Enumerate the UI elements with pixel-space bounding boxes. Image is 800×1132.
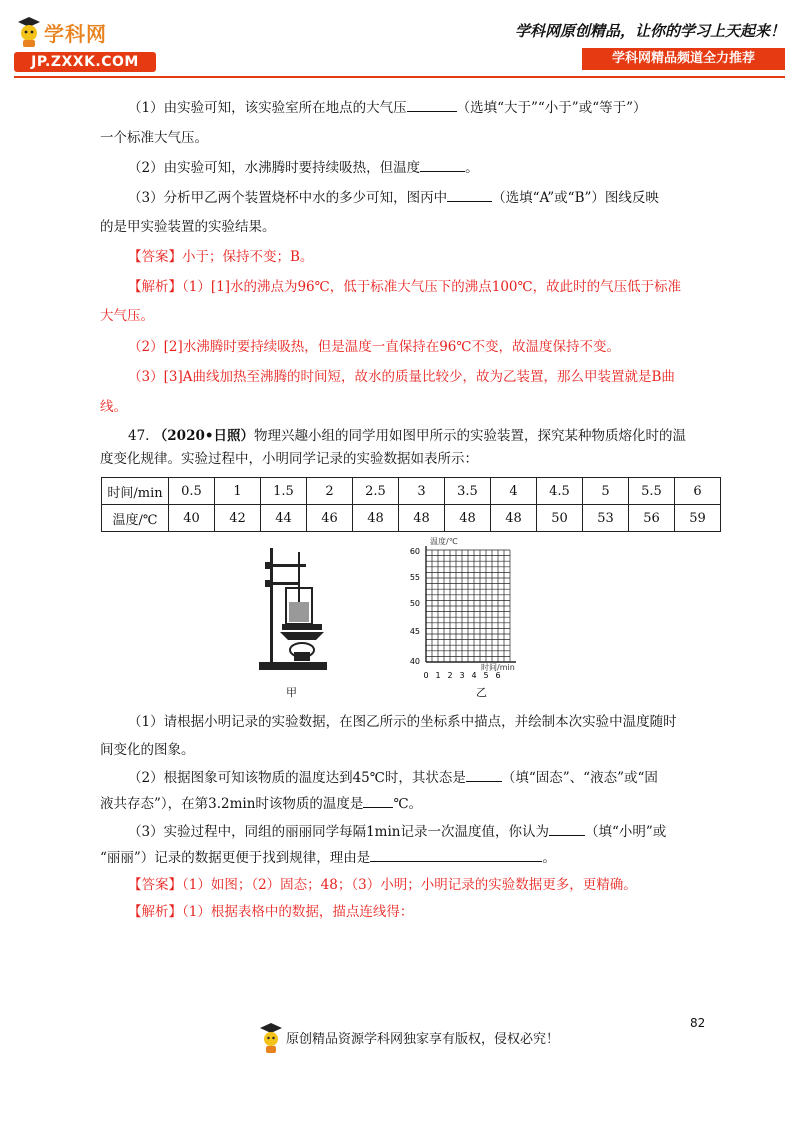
graph-x-tick: 0 [423, 671, 429, 680]
q46-part2-text: （2）由实验可知，水沸腾时要持续吸热，但温度 [128, 160, 421, 176]
table-cell: 40 [169, 505, 215, 532]
q47-answer: 【答案】（1）如图；（2）固态；48；（3）小明；小明记录的实验数据更多，更精确。 [128, 877, 637, 893]
figure-graph [398, 536, 548, 696]
q47-sub2-options: （填“固态”、“液态”或“固 [501, 770, 658, 786]
graph-x-tick: 1 [435, 671, 441, 680]
logo-wordmark: 学科网 [44, 22, 107, 46]
table-header-temp: 温度/℃ [102, 505, 169, 532]
q47-sub1: （1）请根据小明记录的实验数据，在图乙所示的坐标系中描点，并绘制本次实验中温度随时 [128, 714, 677, 730]
logo-domain: JP.ZXXK.COM [14, 52, 156, 72]
q46-part1-cont: 一个标准大气压。 [100, 130, 208, 146]
graph-y-tick: 40 [409, 657, 420, 666]
q46-blank2 [420, 157, 465, 172]
figure-jia-label: 甲 [286, 686, 297, 699]
q47-blank1 [466, 767, 502, 782]
graph-y-tick: 60 [409, 547, 420, 556]
q47-sub2 [100, 767, 728, 789]
table-row [102, 505, 721, 532]
table-cell: 6 [675, 478, 721, 505]
q47-stem [100, 425, 728, 447]
table-row [102, 478, 721, 505]
table-cell: 44 [261, 505, 307, 532]
q46-analysis-1-cont: 大气压。 [100, 308, 154, 324]
table-cell: 1 [215, 478, 261, 505]
graph-y-tick: 55 [409, 573, 420, 582]
q46-part3-cont: 的是甲实验装置的实验结果。 [100, 219, 276, 235]
graph-y-tick: 45 [409, 627, 420, 636]
q47-source: （2020•日照） [153, 428, 254, 444]
table-cell: 3.5 [445, 478, 491, 505]
q46-analysis-2: （2）[2]水沸腾时要持续吸热，但是温度一直保持在96℃不变，故温度保持不变。 [128, 339, 620, 355]
table-cell: 48 [353, 505, 399, 532]
graph-x-tick: 5 [483, 671, 489, 680]
q47-blank3 [549, 821, 585, 836]
graph-x-tick: 2 [447, 671, 453, 680]
q46-blank3 [447, 187, 492, 202]
graph-y-axis-label: 温度/℃ [430, 537, 458, 546]
q46-blank1 [407, 97, 457, 112]
table-cell: 3 [399, 478, 445, 505]
q46-part3-text: （3）分析甲乙两个装置烧杯中水的多少可知，图丙中 [128, 190, 448, 206]
table-cell: 5 [583, 478, 629, 505]
figure-yi-label: 乙 [476, 686, 487, 699]
graph-x-tick: 4 [471, 671, 477, 680]
table-cell: 53 [583, 505, 629, 532]
table-cell: 48 [399, 505, 445, 532]
table-cell: 46 [307, 505, 353, 532]
q47-sub2-unit: ℃。 [393, 796, 423, 812]
q46-part1-options: （选填“大于”“小于”或“等于”） [456, 100, 647, 116]
q47-data-table [101, 477, 721, 532]
graph-x-tick: 3 [459, 671, 465, 680]
table-cell: 48 [445, 505, 491, 532]
q46-analysis-3-cont: 线。 [100, 399, 127, 415]
figure-apparatus [256, 544, 332, 674]
q47-sub3-cont [100, 847, 700, 869]
q47-stem-text: 物理兴趣小组的同学用如图甲所示的实验装置，探究某种物质熔化时的温 [253, 428, 686, 444]
table-cell: 56 [629, 505, 675, 532]
q46-part2 [100, 157, 728, 179]
footer-copyright: 原创精品资源学科网独家享有版权，侵权必究！ [286, 1032, 560, 1047]
q46-part3 [100, 187, 728, 209]
table-cell: 50 [537, 505, 583, 532]
table-cell: 2.5 [353, 478, 399, 505]
q47-blank2 [363, 793, 393, 808]
q46-part2-end: 。 [465, 160, 479, 176]
header-divider [14, 76, 785, 78]
table-cell: 1.5 [261, 478, 307, 505]
q47-sub3-options: （填“小明”或 [585, 824, 667, 840]
table-cell: 48 [491, 505, 537, 532]
graph-grid [426, 546, 516, 662]
table-cell: 2 [307, 478, 353, 505]
q47-sub3 [100, 821, 728, 843]
footer-mascot-icon [258, 1020, 284, 1054]
q46-analysis-1: 【解析】（1）[1]水的沸点为96℃，低于标准大气压下的沸点100℃，故此时的气压低于标准 [128, 279, 682, 295]
graph-x-tick: 6 [495, 671, 501, 680]
q47-stem-cont: 度变化规律。实验过程中，小明同学记录的实验数据如表所示： [100, 451, 478, 467]
page-number: 82 [690, 1016, 706, 1030]
q46-answer: 【答案】小于；保持不变；B。 [128, 249, 314, 265]
q47-sub3-text: （3）实验过程中，同组的丽丽同学每隔1min记录一次温度值，你认为 [128, 824, 549, 840]
q47-sub3-text2: “丽丽”）记录的数据更便于找到规律，理由是 [100, 850, 371, 866]
table-cell: 5.5 [629, 478, 675, 505]
q47-blank4 [370, 847, 542, 862]
q47-analysis: 【解析】（1）根据表格中的数据，描点连线得： [128, 904, 414, 920]
q47-number: 47. [128, 428, 150, 444]
table-cell: 4.5 [537, 478, 583, 505]
q47-sub2-text: （2）根据图象可知该物质的温度达到45℃时，其状态是 [128, 770, 466, 786]
table-header-time: 时间/min [102, 478, 169, 505]
graph-y-tick: 50 [409, 599, 420, 608]
header-slogan: 学科网原创精品，让你的学习上天起来！ [514, 22, 785, 40]
q47-sub2-text2: 液共存态”），在第3.2min时该物质的温度是 [100, 796, 364, 812]
table-cell: 4 [491, 478, 537, 505]
q47-sub2-cont [100, 793, 700, 815]
q46-analysis-3: （3）[3]A曲线加热至沸腾的时间短，故水的质量比较少，故为乙装置，那么甲装置就是B曲 [128, 369, 675, 385]
q46-part1-text: （1）由实验可知，该实验室所在地点的大气压 [128, 100, 407, 116]
mascot-logo-icon [14, 14, 44, 48]
table-cell: 59 [675, 505, 721, 532]
q46-part1 [100, 97, 728, 119]
header-banner: 学科网精品频道全力推荐 [582, 48, 785, 70]
q47-sub1-cont: 间变化的图象。 [100, 742, 195, 758]
table-cell: 42 [215, 505, 261, 532]
graph-x-axis-label: 时间/min [481, 663, 515, 672]
q47-sub3-end: 。 [542, 850, 556, 866]
table-cell: 0.5 [169, 478, 215, 505]
q46-part3-options: （选填“A”或“B”）图线反映 [492, 190, 659, 206]
